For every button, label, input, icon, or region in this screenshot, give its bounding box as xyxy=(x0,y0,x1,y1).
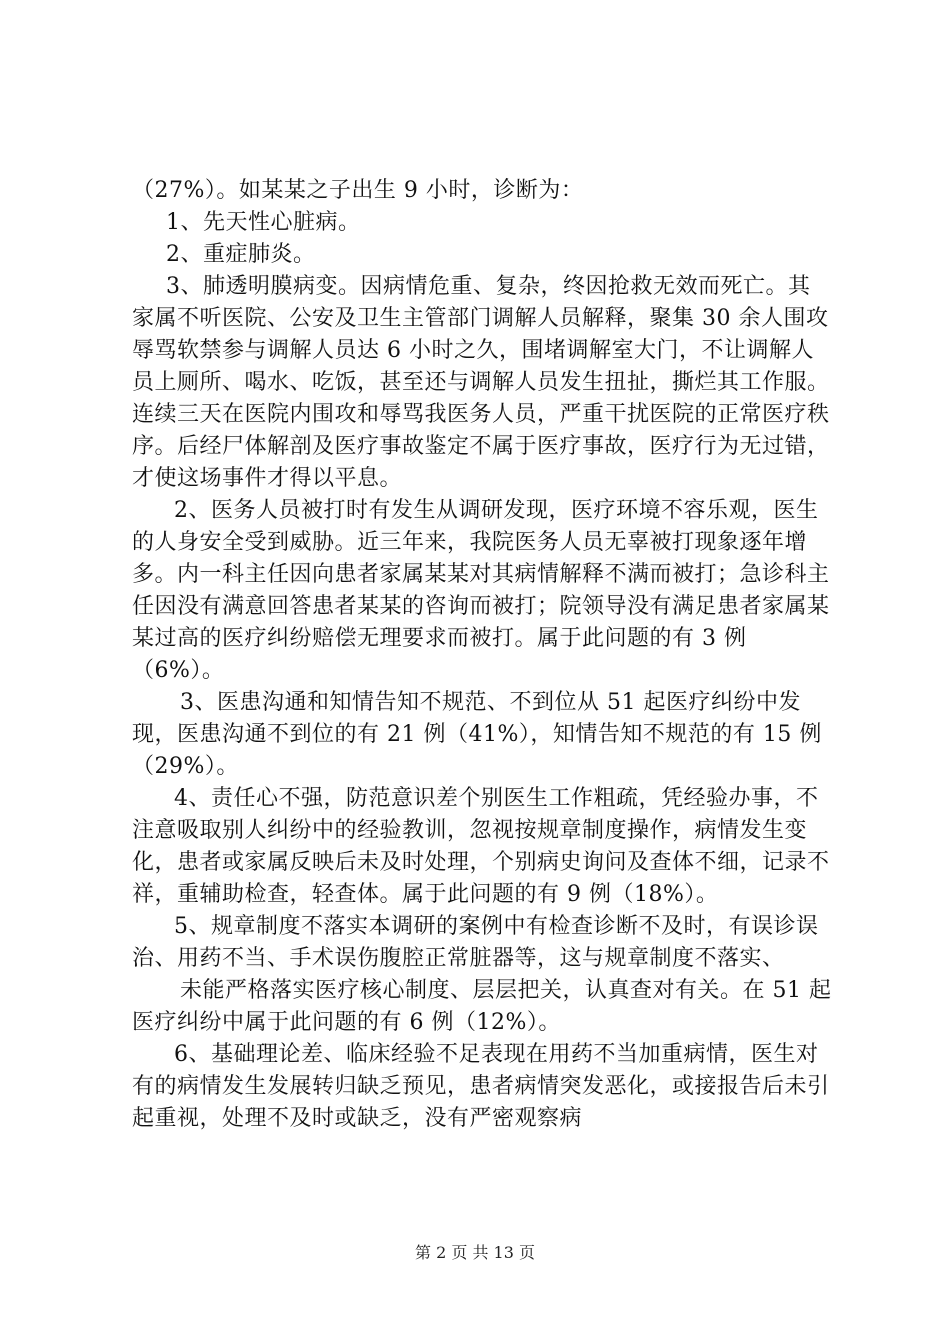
section-4-paragraph: 4、责任心不强，防范意识差个别医生工作粗疏，凭经验办事，不注意吸取别人纠纷中的经验教训，忽视按规章制度操作，病情发生变化，患者或家属反映后未及时处理，个别病史询问及查体不细，记录不祥，重辅助检查，轻查体。属于此问题的有 9 例（18%）。 xyxy=(132,786,830,907)
section-3-paragraph: 3、医患沟通和知情告知不规范、不到位从 51 起医疗纠纷中发现，医患沟通不到位的有 21 例（41%），知情告知不规范的有 15 例（29%）。 xyxy=(132,690,822,779)
section-5-paragraph: 5、规章制度不落实本调研的案例中有检查诊断不及时，有误诊误治、用药不当、手术误伤腹腔正常脏器等，这与规章制度不落实、 xyxy=(132,914,819,971)
page-number-footer: 第 2 页 共 13 页 xyxy=(415,1243,535,1262)
list-item-diagnosis-1: 1、先天性心脏病。 xyxy=(166,210,361,235)
list-item-diagnosis-3: 3、肺透明膜病变。因病情危重、复杂，终因抢救无效而死亡。其家属不听医院、公安及卫生主管部门调解人员解释，聚集 30 余人围攻辱骂软禁参与调解人员达 6 小时之久，围堵调解室大门，不让调解人员上厕所、喝水、吃饭，甚至还与调解人员发生扭扯，撕烂其工作服。连续三天在医院内围攻和辱骂我医务人员，严重干扰医院的正常医疗秩序。后经尸体解剖及医疗事故鉴定不属于医疗事故，医疗行为无过错，才使这场事件才得以平息。 xyxy=(132,274,830,491)
section-6-paragraph: 6、基础理论差、临床经验不足表现在用药不当加重病情，医生对有的病情发生发展转归缺乏预见，患者病情突发恶化，或接报告后未引起重视，处理不及时或缺乏，没有严密观察病 xyxy=(132,1042,830,1131)
paragraph-continuation: （27%）。如某某之子出生 9 小时，诊断为： xyxy=(132,178,584,203)
section-2-paragraph: 2、医务人员被打时有发生从调研发现，医疗环境不容乐观，医生的人身安全受到威胁。近三年来，我院医务人员无辜被打现象逐年增多。内一科主任因向患者家属某某对其病情解释不满而被打；急诊科主任因没有满意回答患者某某的咨询而被打；院领导没有满足患者家属某某过高的医疗纠纷赔偿无理要求而被打。属于此问题的有 3 例（6%）。 xyxy=(132,498,830,683)
document-body xyxy=(132,175,832,1135)
section-5-continuation: 未能严格落实医疗核心制度、层层把关，认真查对有关。在 51 起医疗纠纷中属于此问题的有 6 例（12%）。 xyxy=(132,978,832,1035)
list-item-diagnosis-2: 2、重症肺炎。 xyxy=(166,242,316,267)
